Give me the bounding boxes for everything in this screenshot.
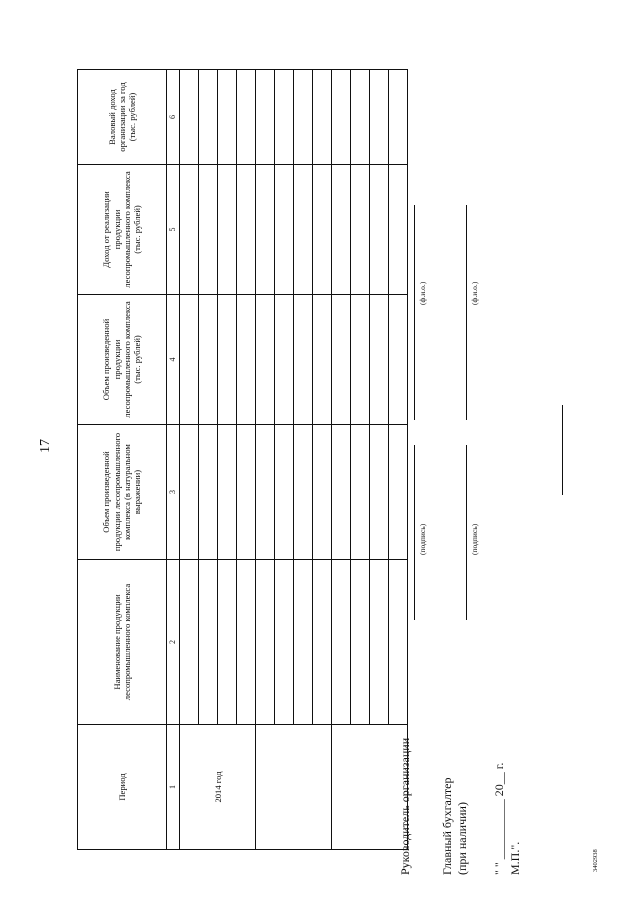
period-cell-empty xyxy=(256,725,332,850)
table-cell xyxy=(199,425,218,560)
table-cell xyxy=(332,295,351,425)
table-cell xyxy=(313,165,332,295)
table-cell xyxy=(199,560,218,725)
table-cell xyxy=(351,560,370,725)
table-cell xyxy=(199,70,218,165)
head-label: Руководитель организации xyxy=(398,737,412,875)
head-name-caption: (ф.и.о.) xyxy=(418,281,427,305)
accountant-label: Главный бухгалтер xyxy=(440,777,454,875)
table-cell xyxy=(256,165,275,295)
table-cell xyxy=(237,425,256,560)
table-row xyxy=(332,70,351,850)
table-cell xyxy=(370,165,389,295)
table-cell xyxy=(389,295,408,425)
table-cell xyxy=(218,165,237,295)
table-cell xyxy=(351,425,370,560)
head-signature-caption: (подпись) xyxy=(418,523,427,555)
table-cell xyxy=(237,560,256,725)
production-table xyxy=(77,69,408,850)
column-number-row xyxy=(167,70,180,850)
table-cell xyxy=(275,295,294,425)
table-cell xyxy=(389,165,408,295)
table-cell xyxy=(370,425,389,560)
table-cell xyxy=(294,165,313,295)
table-cell xyxy=(351,70,370,165)
table-cell xyxy=(389,425,408,560)
table-cell xyxy=(275,70,294,165)
page-number: 17 xyxy=(38,439,53,453)
header-row xyxy=(78,70,167,850)
table-cell xyxy=(199,165,218,295)
table-row xyxy=(256,70,275,850)
header-product-name: Наименование продукции лесопромышленного комплекса xyxy=(78,560,167,725)
table-cell xyxy=(294,560,313,725)
table-cell xyxy=(237,295,256,425)
header-volume-natural: Объем произведенной продукции лесопромышленного комплекса (в натуральном выражении) xyxy=(78,425,167,560)
table-cell xyxy=(256,425,275,560)
table-cell xyxy=(275,425,294,560)
table-cell xyxy=(237,70,256,165)
date-line: " " __________ 20__ г. xyxy=(492,762,506,875)
period-cell-empty xyxy=(332,725,408,850)
header-volume-rubles: Объем произведенной продукции лесопромышленного комплекса (тыс. рублей) xyxy=(78,295,167,425)
table-cell xyxy=(294,70,313,165)
table-cell xyxy=(313,70,332,165)
table-cell xyxy=(180,560,199,725)
head-name-line xyxy=(414,205,415,420)
table-cell xyxy=(370,295,389,425)
period-cell: 2014 год xyxy=(180,725,256,850)
accountant-name-caption: (ф.и.о.) xyxy=(470,281,479,305)
col-num: 3 xyxy=(167,425,180,560)
table-cell xyxy=(313,295,332,425)
header-income: Доход от реализации продукции лесопромышленного комплекса (тыс. рублей) xyxy=(78,165,167,295)
table-cell xyxy=(275,165,294,295)
col-num: 1 xyxy=(167,725,180,850)
table-cell xyxy=(351,295,370,425)
table-cell xyxy=(218,560,237,725)
col-num: 6 xyxy=(167,70,180,165)
head-signature-line xyxy=(414,445,415,620)
table-cell xyxy=(256,295,275,425)
stamp-mark: М.П.". xyxy=(508,841,522,875)
table-cell xyxy=(294,295,313,425)
table-cell xyxy=(370,560,389,725)
table-cell xyxy=(180,165,199,295)
accountant-signature-caption: (подпись) xyxy=(470,523,479,555)
table-cell xyxy=(313,425,332,560)
table-cell xyxy=(256,560,275,725)
table-cell xyxy=(313,560,332,725)
doc-code: 3402938 xyxy=(592,849,599,872)
table-cell xyxy=(237,165,256,295)
table-cell xyxy=(218,295,237,425)
table-cell xyxy=(294,425,313,560)
table-cell xyxy=(275,560,294,725)
table-cell xyxy=(218,425,237,560)
table-cell xyxy=(332,560,351,725)
table-cell xyxy=(370,70,389,165)
table-row xyxy=(180,70,199,850)
table-cell xyxy=(180,295,199,425)
table-cell xyxy=(180,70,199,165)
table-cell xyxy=(218,70,237,165)
col-num: 4 xyxy=(167,295,180,425)
table-cell xyxy=(180,425,199,560)
accountant-note: (при наличии) xyxy=(455,802,469,875)
table-cell xyxy=(332,425,351,560)
table-cell xyxy=(256,70,275,165)
table-cell xyxy=(332,70,351,165)
table-cell xyxy=(351,165,370,295)
table-cell xyxy=(389,70,408,165)
header-gross-income: Валовый доход организации за год (тыс. рублей) xyxy=(78,70,167,165)
table-cell xyxy=(199,295,218,425)
accountant-signature-line xyxy=(466,445,467,620)
col-num: 2 xyxy=(167,560,180,725)
col-num: 5 xyxy=(167,165,180,295)
table-cell xyxy=(389,560,408,725)
bottom-rule xyxy=(562,405,563,495)
accountant-name-line xyxy=(466,205,467,420)
header-period: Период xyxy=(78,725,167,850)
table-cell xyxy=(332,165,351,295)
